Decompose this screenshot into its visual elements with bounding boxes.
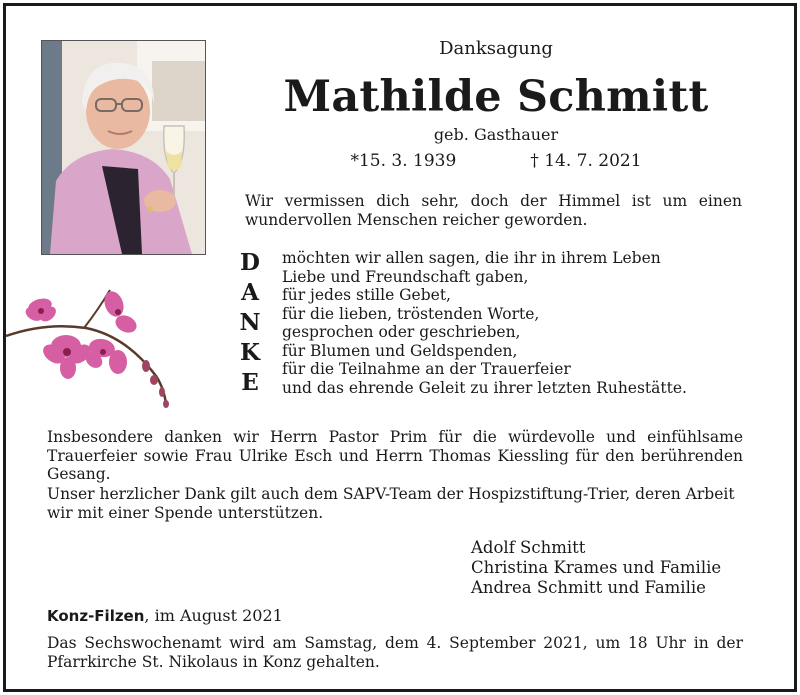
danke-line: für Blumen und Geldspenden, (282, 341, 518, 360)
birth-name: geb. Gasthauer (433, 125, 559, 144)
danke-acrostic (238, 248, 262, 398)
danke-letter: D (240, 249, 260, 276)
intro-text: Wir vermissen dich sehr, doch der Himmel ist um einen wundervollen Menschen reicher geworden. (245, 192, 742, 229)
place-town: Konz-Filzen (47, 607, 145, 625)
danke-line: und das ehrende Geleit zu ihrer letzten Ruhestätte. (282, 378, 687, 397)
danke-letter: K (240, 339, 260, 366)
danke-letter: E (241, 369, 259, 396)
portrait-photo (41, 40, 206, 255)
signer: Andrea Schmitt und Familie (471, 578, 706, 597)
signer: Adolf Schmitt (471, 538, 586, 557)
signer: Christina Krames und Familie (471, 558, 722, 577)
danke-line: Liebe und Freundschaft gaben, (282, 267, 529, 286)
birth-date: *15. 3. 1939 (350, 151, 457, 171)
danke-line: gesprochen oder geschrieben, (282, 323, 521, 341)
place-date (47, 606, 283, 625)
place-date-text: , im August 2021 (144, 606, 283, 625)
obituary-card (3, 3, 797, 692)
service-note: Das Sechswochenamt wird am Samstag, dem 4. September 2021, um 18 Uhr in der Pfarrkirche St. Nikolaus in Konz gehalten. (47, 634, 743, 671)
danke-line: für die lieben, tröstenden Worte, (282, 304, 540, 323)
sapv-paragraph: Unser herzlicher Dank gilt auch dem SAPV-Team der Hospizstiftung-Trier, deren Arbeit wir mit einer Spende unterstützen. (47, 485, 735, 522)
danke-line: möchten wir allen sagen, die ihr in ihrem Leben (282, 249, 661, 267)
danke-letter: N (239, 309, 261, 336)
signers-list (471, 538, 721, 598)
deceased-name: Mathilde Schmitt (283, 72, 709, 122)
danke-line: für jedes stille Gebet, (282, 286, 451, 304)
orchid-branch (6, 284, 178, 412)
orchid-icon (6, 284, 178, 412)
thanks-paragraph: Insbesondere danken wir Herrn Pastor Prim für die würdevolle und einfühlsame Trauerfeier sowie Frau Ulrike Esch und Herrn Thomas Kiessling für den berührenden Gesang. (47, 428, 743, 483)
danke-text (282, 249, 742, 397)
death-date: † 14. 7. 2021 (530, 151, 642, 171)
portrait-illustration (42, 41, 205, 254)
notice-type-label: Danksagung (439, 38, 553, 59)
life-dates (236, 151, 756, 171)
danke-line: für die Teilnahme an der Trauerfeier (282, 360, 571, 378)
danke-letter: A (241, 279, 259, 306)
